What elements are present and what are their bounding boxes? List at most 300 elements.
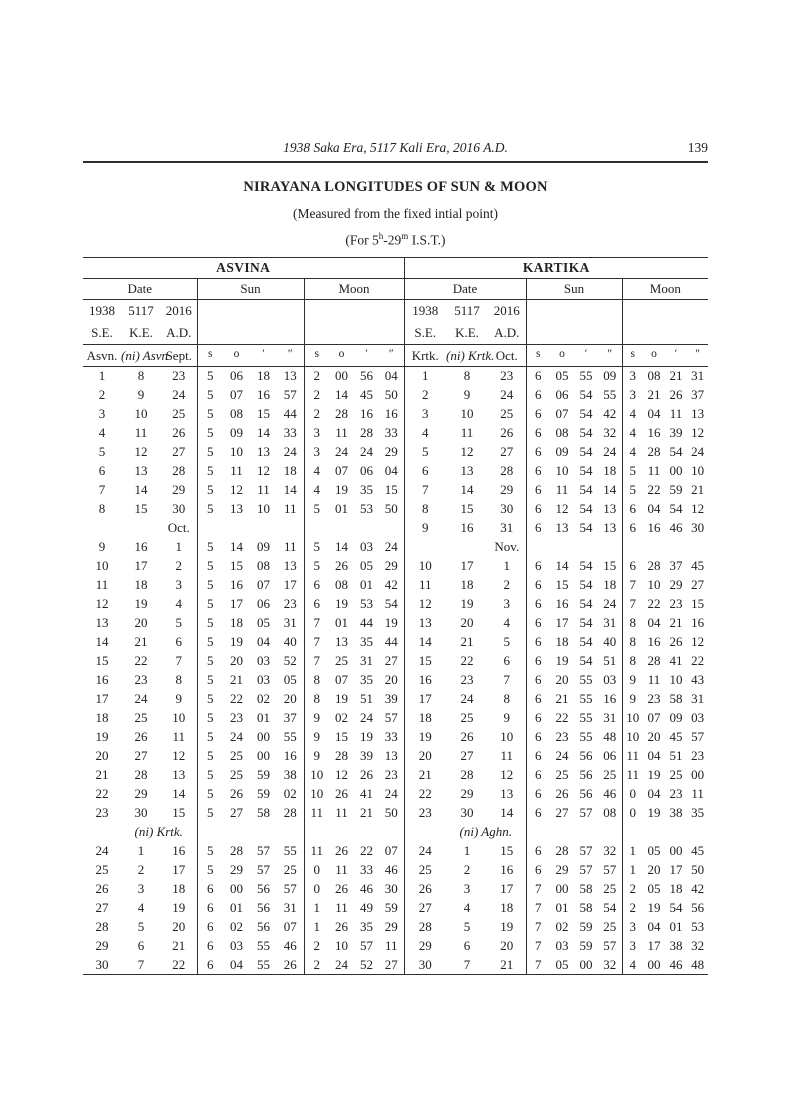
moon-longitude-cell: 20 xyxy=(647,729,661,744)
sun-longitude-cell: 6 xyxy=(526,708,550,727)
moon-longitude-cell: 6 xyxy=(304,594,329,613)
moon-longitude-cell: 11 xyxy=(691,786,704,801)
moon-longitude-cell: 03 xyxy=(691,710,705,725)
moon-longitude-cell: 4 xyxy=(304,461,329,480)
moon-longitude-cell: 50 xyxy=(384,805,398,820)
sun-longitude-cell: 11 xyxy=(283,501,297,516)
moon-longitude-cell: 7 xyxy=(304,632,329,651)
date-cell: 6 xyxy=(404,461,446,480)
sun-longitude-cell: 54 xyxy=(579,577,593,592)
moon-longitude-cell: 4 xyxy=(622,955,643,974)
moon-longitude-cell: 10 xyxy=(335,938,348,953)
half-title: KARTIKA xyxy=(404,257,708,278)
sun-longitude-cell: 00 xyxy=(555,881,569,896)
sun-longitude-cell: 14 xyxy=(555,558,569,573)
sun-longitude-cell: 59 xyxy=(579,938,593,953)
moon-longitude-cell: 31 xyxy=(691,691,705,706)
sun-longitude-cell: 58 xyxy=(257,805,270,820)
moon-longitude-cell: 7 xyxy=(304,651,329,670)
moon-longitude-cell: 12 xyxy=(691,425,705,440)
date-cell: 30 xyxy=(172,501,186,516)
moon-longitude-cell: 28 xyxy=(647,444,661,459)
sun-longitude-cell: 21 xyxy=(555,691,569,706)
date-cell: 4 xyxy=(404,423,446,442)
moon-longitude-cell: 24 xyxy=(360,444,373,459)
moon-longitude-cell: 44 xyxy=(360,615,373,630)
moon-longitude-cell: 21 xyxy=(360,805,373,820)
moon-longitude-cell: 54 xyxy=(669,501,683,516)
sun-longitude-cell: 7 xyxy=(526,879,550,898)
date-cell: 14 xyxy=(404,632,446,651)
date-cell: 7 xyxy=(463,956,471,972)
date-cell: 28 xyxy=(172,463,186,478)
date-cell: 22 xyxy=(134,653,148,668)
column-group-header: Sun xyxy=(197,278,304,299)
moon-longitude-cell: 56 xyxy=(360,368,373,384)
date-cell: 8 xyxy=(463,368,471,384)
date-cell: 4 xyxy=(463,900,471,915)
date-cell: 12 xyxy=(172,748,186,763)
date-cell: 3 xyxy=(503,596,511,611)
moon-longitude-cell: 05 xyxy=(647,881,661,896)
moon-longitude-cell: 35 xyxy=(691,805,705,820)
date-cell: 13 xyxy=(172,767,186,782)
year-label: 1938 xyxy=(404,299,446,322)
sun-longitude-cell: 54 xyxy=(579,615,593,630)
moon-longitude-cell: 26 xyxy=(335,919,348,934)
table-row xyxy=(83,917,708,936)
sun-longitude-cell: 5 xyxy=(197,689,223,708)
moon-longitude-cell: 19 xyxy=(360,729,373,744)
moon-longitude-cell: 29 xyxy=(669,577,683,592)
date-cell: 31 xyxy=(500,520,514,535)
moon-longitude-cell: 15 xyxy=(384,482,398,497)
sun-longitude-cell: 05 xyxy=(257,615,270,630)
table-row xyxy=(83,423,708,442)
date-cell: 18 xyxy=(500,900,514,915)
sun-longitude-cell: 29 xyxy=(555,862,569,877)
sun-longitude-cell: 6 xyxy=(526,366,550,385)
date-cell: 25 xyxy=(500,406,514,421)
date-cell: 10 xyxy=(500,729,514,744)
moon-longitude-cell: 22 xyxy=(647,596,661,611)
date-cell: 26 xyxy=(95,881,109,896)
sun-longitude-cell: 40 xyxy=(283,634,297,649)
date-cell: 5 xyxy=(404,442,446,461)
table-row xyxy=(83,784,708,803)
page-number: 139 xyxy=(687,140,708,155)
sun-longitude-cell: 04 xyxy=(257,634,270,649)
moon-longitude-cell: 21 xyxy=(669,615,683,630)
table-cell xyxy=(526,822,622,841)
date-cell: 10 xyxy=(172,710,186,725)
date-cell: 12 xyxy=(95,596,109,611)
moon-longitude-cell: 22 xyxy=(360,843,373,858)
date-cell: 6 xyxy=(98,463,106,478)
sun-longitude-cell: 5 xyxy=(197,423,223,442)
sun-longitude-cell: 6 xyxy=(526,651,550,670)
moon-longitude-cell: 10 xyxy=(669,672,683,687)
date-cell: 3 xyxy=(463,881,471,896)
era-row xyxy=(83,322,708,344)
unit-symbol: ″ xyxy=(379,344,404,366)
moon-longitude-cell: 2 xyxy=(304,955,329,974)
moon-longitude-cell: 37 xyxy=(669,558,683,573)
moon-longitude-cell: 10 xyxy=(304,784,329,803)
date-cell: 13 xyxy=(500,786,514,801)
sun-longitude-cell: 56 xyxy=(257,900,270,915)
sun-longitude-cell: 55 xyxy=(283,843,297,858)
moon-longitude-cell: 49 xyxy=(360,900,373,915)
moon-longitude-cell: 00 xyxy=(669,843,683,858)
half-title: ASVINA xyxy=(83,257,404,278)
unit-header-row xyxy=(83,344,708,366)
sun-longitude-cell: 6 xyxy=(526,765,550,784)
moon-longitude-cell: 02 xyxy=(335,710,348,725)
moon-longitude-cell: 1 xyxy=(304,898,329,917)
moon-longitude-cell: 08 xyxy=(647,368,661,384)
moon-longitude-cell: 16 xyxy=(360,406,373,421)
moon-longitude-cell: 41 xyxy=(669,653,683,668)
era-label: K.E. xyxy=(121,322,161,344)
date-cell: 21 xyxy=(172,938,186,953)
moon-longitude-cell: 04 xyxy=(647,786,661,801)
month-change-label: Nov. xyxy=(494,539,520,554)
moon-longitude-cell: 19 xyxy=(647,805,661,820)
sun-longitude-cell: 5 xyxy=(197,632,223,651)
sun-longitude-cell: 42 xyxy=(603,406,617,421)
table-cell xyxy=(197,518,304,537)
moon-longitude-cell: 1 xyxy=(304,917,329,936)
date-cell: 26 xyxy=(404,879,446,898)
moon-longitude-cell: 25 xyxy=(669,767,683,782)
sun-longitude-cell: 5 xyxy=(197,366,223,385)
date-cell: 6 xyxy=(463,938,471,953)
moon-longitude-cell: 04 xyxy=(647,919,661,934)
date-cell: 17 xyxy=(172,862,186,877)
date-cell: 19 xyxy=(500,919,514,934)
table-cell xyxy=(622,322,708,344)
table-row xyxy=(83,404,708,423)
moon-longitude-cell: 0 xyxy=(622,784,643,803)
unit-symbol: o xyxy=(223,344,250,366)
sun-longitude-cell: 5 xyxy=(197,404,223,423)
moon-longitude-cell: 39 xyxy=(360,748,373,763)
sun-longitude-cell: 11 xyxy=(555,482,569,497)
table-row xyxy=(83,898,708,917)
sun-longitude-cell: 6 xyxy=(526,803,550,822)
table-row xyxy=(83,385,708,404)
sun-longitude-cell: 6 xyxy=(526,480,550,499)
moon-longitude-cell: 16 xyxy=(691,615,705,630)
sun-longitude-cell: 26 xyxy=(283,956,297,972)
sun-longitude-cell: 11 xyxy=(283,539,297,554)
moon-longitude-cell: 6 xyxy=(622,499,643,518)
sun-longitude-cell: 27 xyxy=(555,805,569,820)
sun-longitude-cell: 07 xyxy=(283,919,297,934)
date-cell: 19 xyxy=(460,596,474,611)
sun-longitude-cell: 57 xyxy=(257,862,270,877)
table-cell xyxy=(622,299,708,322)
moon-longitude-cell: 3 xyxy=(622,385,643,404)
date-cell: 9 xyxy=(404,518,446,537)
date-cell: 13 xyxy=(460,463,474,478)
sun-longitude-cell: 13 xyxy=(283,558,297,573)
year-label: 1938 xyxy=(89,303,115,319)
sun-longitude-cell: 6 xyxy=(526,423,550,442)
table-cell xyxy=(446,537,488,556)
sun-longitude-cell: 6 xyxy=(526,746,550,765)
table-cell xyxy=(197,322,304,344)
moon-longitude-cell: 6 xyxy=(304,575,329,594)
moon-longitude-cell: 19 xyxy=(647,900,661,915)
sun-longitude-cell: 6 xyxy=(526,670,550,689)
date-cell: 9 xyxy=(98,539,106,554)
sun-longitude-cell: 03 xyxy=(603,672,617,687)
date-cell: 24 xyxy=(500,387,514,402)
moon-longitude-cell: 21 xyxy=(691,482,705,497)
sun-longitude-cell: 09 xyxy=(230,425,243,440)
date-cell: 9 xyxy=(175,691,182,706)
column-group-header: Date xyxy=(404,278,526,299)
moon-longitude-cell: 11 xyxy=(622,765,643,784)
sun-longitude-cell: 25 xyxy=(603,881,617,896)
moon-longitude-cell: 9 xyxy=(304,727,329,746)
sun-longitude-cell: 20 xyxy=(230,653,243,668)
sun-longitude-cell: 31 xyxy=(283,615,297,630)
year-row xyxy=(83,299,708,322)
moon-longitude-cell: 6 xyxy=(622,556,643,575)
day-column-label: (ni) Asvn xyxy=(121,344,161,366)
date-cell: 7 xyxy=(503,672,511,687)
moon-longitude-cell: 11 xyxy=(669,406,683,421)
date-cell: 23 xyxy=(500,368,514,384)
sun-longitude-cell: 03 xyxy=(257,653,270,668)
table-row xyxy=(83,708,708,727)
date-cell: 17 xyxy=(460,558,474,573)
day-column-label: Sept. xyxy=(161,344,197,366)
sun-longitude-cell: 55 xyxy=(283,729,297,744)
sun-longitude-cell: 5 xyxy=(197,480,223,499)
moon-longitude-cell: 45 xyxy=(691,558,705,573)
moon-longitude-cell: 10 xyxy=(647,577,661,592)
moon-longitude-cell: 14 xyxy=(335,539,348,554)
moon-longitude-cell: 5 xyxy=(622,461,643,480)
table-cell xyxy=(197,299,304,322)
sun-longitude-cell: 32 xyxy=(603,843,617,858)
sun-longitude-cell: 03 xyxy=(257,672,270,687)
sun-longitude-cell: 08 xyxy=(230,406,243,421)
date-cell: 1 xyxy=(98,368,106,384)
moon-longitude-cell: 35 xyxy=(360,634,373,649)
sun-longitude-cell: 01 xyxy=(257,710,270,725)
sun-longitude-cell: 54 xyxy=(579,444,593,459)
moon-longitude-cell: 2 xyxy=(622,879,643,898)
moon-longitude-cell: 31 xyxy=(691,368,705,384)
sun-longitude-cell: 23 xyxy=(283,596,297,611)
moon-longitude-cell: 21 xyxy=(669,368,683,384)
date-cell: 16 xyxy=(460,520,474,535)
sun-longitude-cell: 54 xyxy=(579,463,593,478)
running-head-row xyxy=(83,140,708,163)
sun-longitude-cell: 54 xyxy=(579,387,593,402)
sun-longitude-cell: 14 xyxy=(230,539,243,554)
sun-longitude-cell: 6 xyxy=(526,632,550,651)
moon-longitude-cell: 5 xyxy=(622,480,643,499)
sun-longitude-cell: 33 xyxy=(283,425,297,440)
sun-longitude-cell: 38 xyxy=(283,767,297,782)
sun-longitude-cell: 59 xyxy=(257,767,270,782)
moon-longitude-cell: 46 xyxy=(360,881,373,896)
date-cell: 5 xyxy=(137,919,145,934)
date-cell: 15 xyxy=(500,843,514,858)
sun-longitude-cell: 51 xyxy=(603,653,617,668)
date-cell: 15 xyxy=(404,651,446,670)
moon-longitude-cell: 45 xyxy=(691,843,705,858)
table-row xyxy=(83,822,708,841)
sun-longitude-cell: 24 xyxy=(283,444,297,459)
sun-longitude-cell: 00 xyxy=(257,729,270,744)
date-cell: 23 xyxy=(172,368,186,384)
sun-longitude-cell: 24 xyxy=(603,596,617,611)
date-cell: 13 xyxy=(95,615,109,630)
table-row xyxy=(83,841,708,860)
moon-longitude-cell: 26 xyxy=(669,387,683,402)
sun-longitude-cell: 12 xyxy=(555,501,569,516)
date-cell: 23 xyxy=(404,803,446,822)
table-row xyxy=(83,537,708,556)
date-cell: 25 xyxy=(134,710,148,725)
date-cell: 1 xyxy=(503,558,511,573)
sun-longitude-cell: 55 xyxy=(579,729,593,744)
sun-longitude-cell: 01 xyxy=(230,900,243,915)
sun-longitude-cell: 5 xyxy=(197,442,223,461)
moon-longitude-cell: 26 xyxy=(669,634,683,649)
date-cell: 9 xyxy=(463,387,471,402)
moon-longitude-cell: 03 xyxy=(360,539,373,554)
unit-symbol: ′ xyxy=(665,344,687,366)
moon-longitude-cell: 29 xyxy=(384,919,398,934)
moon-longitude-cell: 11 xyxy=(335,862,348,877)
date-cell: 21 xyxy=(500,956,514,972)
date-cell: 29 xyxy=(134,786,148,801)
column-group-header: Date xyxy=(83,278,197,299)
sun-longitude-cell: 32 xyxy=(603,956,617,972)
unit-symbol: ″ xyxy=(277,344,304,366)
sun-longitude-cell: 07 xyxy=(230,387,243,402)
sun-longitude-cell: 31 xyxy=(603,615,617,630)
sun-longitude-cell: 5 xyxy=(197,385,223,404)
sun-longitude-cell: 56 xyxy=(579,786,593,801)
date-cell: 21 xyxy=(134,634,148,649)
date-cell: 28 xyxy=(95,919,109,934)
table-cell xyxy=(526,322,622,344)
moon-longitude-cell: 33 xyxy=(384,729,398,744)
moon-longitude-cell: 11 xyxy=(304,803,329,822)
sun-longitude-cell: 00 xyxy=(579,956,593,972)
moon-longitude-cell: 12 xyxy=(691,501,705,516)
sun-longitude-cell: 17 xyxy=(283,577,297,592)
moon-longitude-cell: 53 xyxy=(691,919,705,934)
date-cell: 30 xyxy=(500,501,514,516)
moon-longitude-cell: 24 xyxy=(384,786,398,801)
moon-longitude-cell: 25 xyxy=(335,653,348,668)
sun-longitude-cell: 5 xyxy=(197,727,223,746)
sun-longitude-cell: 55 xyxy=(579,672,593,687)
moon-longitude-cell: 35 xyxy=(360,672,373,687)
moon-longitude-cell: 28 xyxy=(335,406,348,421)
sun-longitude-cell: 08 xyxy=(603,805,617,820)
sun-longitude-cell: 55 xyxy=(257,956,270,972)
date-cell: 1 xyxy=(404,366,446,385)
sun-longitude-cell: 56 xyxy=(579,767,593,782)
sun-longitude-cell: 59 xyxy=(579,919,593,934)
sun-longitude-cell: 54 xyxy=(579,482,593,497)
sun-longitude-cell: 16 xyxy=(230,577,243,592)
sun-longitude-cell: 6 xyxy=(526,461,550,480)
moon-longitude-cell: 27 xyxy=(384,956,398,972)
date-cell: 2 xyxy=(503,577,511,592)
moon-longitude-cell: 46 xyxy=(384,862,398,877)
sun-longitude-cell: 6 xyxy=(526,860,550,879)
sun-longitude-cell: 00 xyxy=(257,748,270,763)
moon-longitude-cell: 24 xyxy=(360,710,373,725)
moon-longitude-cell: 10 xyxy=(304,765,329,784)
date-cell: 4 xyxy=(503,615,511,630)
moon-longitude-cell: 10 xyxy=(622,727,643,746)
table-row xyxy=(83,594,708,613)
date-cell: 25 xyxy=(460,710,474,725)
moon-longitude-cell: 8 xyxy=(622,632,643,651)
sun-longitude-cell: 6 xyxy=(526,784,550,803)
date-cell: 19 xyxy=(95,729,109,744)
sun-longitude-cell: 55 xyxy=(579,710,593,725)
moon-longitude-cell: 54 xyxy=(384,596,398,611)
moon-longitude-cell: 16 xyxy=(384,406,398,421)
moon-longitude-cell: 05 xyxy=(360,558,373,573)
date-cell: 18 xyxy=(172,881,186,896)
sun-longitude-cell: 04 xyxy=(230,956,243,972)
table-row xyxy=(83,518,708,537)
moon-longitude-cell: 26 xyxy=(335,881,348,896)
sun-longitude-cell: 57 xyxy=(283,881,297,896)
moon-longitude-cell: 31 xyxy=(360,653,373,668)
sun-longitude-cell: 15 xyxy=(230,558,243,573)
moon-longitude-cell: 50 xyxy=(384,387,398,402)
date-cell: 28 xyxy=(460,767,474,782)
moon-longitude-cell: 42 xyxy=(384,577,398,592)
moon-longitude-cell: 07 xyxy=(384,843,398,858)
moon-longitude-cell: 5 xyxy=(304,556,329,575)
table-row xyxy=(83,442,708,461)
column-group-header: Moon xyxy=(622,278,708,299)
moon-longitude-cell: 28 xyxy=(360,425,373,440)
moon-longitude-cell: 00 xyxy=(691,767,705,782)
sun-longitude-cell: 25 xyxy=(230,767,243,782)
moon-longitude-cell: 9 xyxy=(622,689,643,708)
time-note: (For 5$^h$-29$^m$ I.S.T.) xyxy=(345,231,446,248)
date-cell: 6 xyxy=(137,938,145,953)
unit-symbol: ′ xyxy=(250,344,277,366)
sun-longitude-cell: 5 xyxy=(197,556,223,575)
sun-longitude-cell: 54 xyxy=(579,520,593,535)
column-group-header: Moon xyxy=(304,278,404,299)
sun-longitude-cell: 6 xyxy=(526,727,550,746)
date-cell: 16 xyxy=(172,843,186,858)
table-cell xyxy=(121,518,161,537)
sun-longitude-cell: 10 xyxy=(257,501,270,516)
moon-longitude-cell: 1 xyxy=(622,860,643,879)
